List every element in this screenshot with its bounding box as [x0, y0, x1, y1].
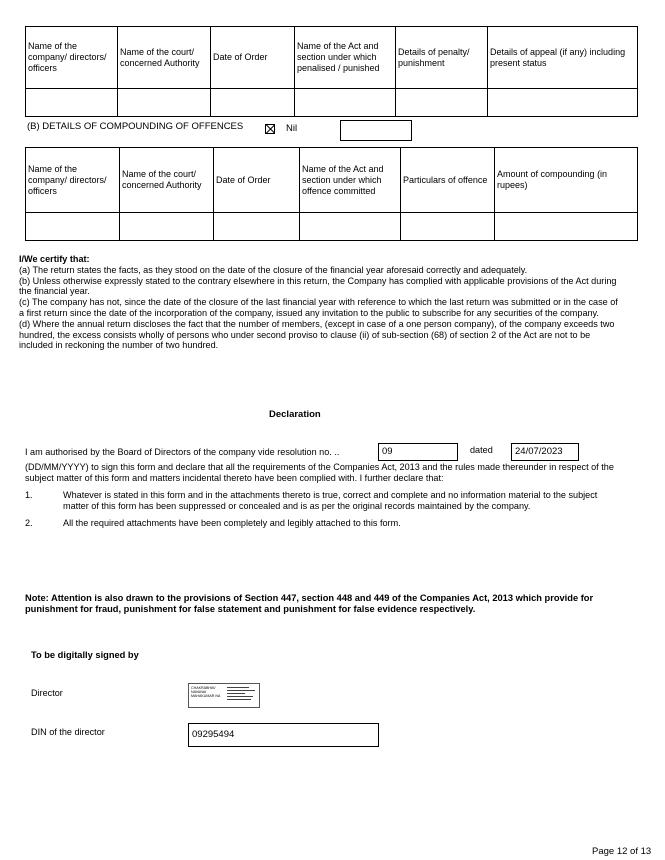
resolution-number-field[interactable]: 09	[378, 443, 458, 461]
certify-item-a: (a) The return states the facts, as they stood on the date of the closure of the financial year aforesaid correctly and adequately.	[19, 264, 528, 275]
declaration-title: Declaration	[269, 409, 321, 420]
certification-block	[19, 254, 621, 351]
header-court: Name of the court/ concerned Authority	[120, 148, 214, 213]
declaration-item-1: Whatever is stated in this form and in the attachments thereto is true, correct and complete and no information material to the subject matter of this form has been suppressed or concealed and is as per the original records maintained by the company.	[63, 490, 598, 511]
table-cell[interactable]	[211, 89, 295, 117]
din-label: DIN of the director	[31, 727, 105, 737]
header-date: Date of Order	[214, 148, 300, 213]
section-b-title: (B) DETAILS OF COMPOUNDING OF OFFENCES	[27, 121, 244, 132]
table-cell[interactable]	[26, 89, 118, 117]
table-cell[interactable]	[488, 89, 638, 117]
declaration-item-2-number: 2.	[25, 518, 33, 528]
header-date: Date of Order	[211, 27, 295, 89]
table-cell[interactable]	[26, 213, 120, 241]
certify-heading: I/We certify that:	[19, 254, 90, 264]
legal-note: Note: Attention is also drawn to the provisions of Section 447, section 448 and 449 of the Companies Act, 2013 which provide for punishment for fraud, punishment for false statement and punishment for false evidence respectively.	[25, 593, 594, 614]
header-name: Name of the company/ directors/ officers	[26, 27, 118, 89]
signature-text: CHAKRABHAV NAVANAI MAHAKUMAR NA	[191, 686, 221, 699]
header-appeal: Details of appeal (if any) including present status	[488, 27, 638, 89]
certify-item-d: (d) Where the annual return discloses the fact that the number of members, (except in case of a one person company), of the company exceeds two hundred, the excess consists wholly of persons who under second proviso to clause (ii) of sub-section (68) of section 2 of the Act are not to be included in reckoning the number of two hundred.	[19, 318, 615, 351]
table-cell[interactable]	[401, 213, 495, 241]
signature-details	[227, 687, 257, 702]
declaration-body: (DD/MM/YYYY) to sign this form and declare that all the requirements of the Companies Act, 2013 and the rules made thereunder in respect of the subject matter of this form and matters incidental thereto have been complied with. I further declare that:	[25, 462, 614, 483]
certify-item-c: (c) The company has not, since the date of the closure of the last financial year with reference to which the last return was submitted or in the case of a first return since the date of the incorporation of the company, issued any invitation to the public to subscribe for any securities of the company.	[19, 297, 618, 318]
header-court: Name of the court/ concerned Authority	[118, 27, 211, 89]
table-cell[interactable]	[214, 213, 300, 241]
table-cell[interactable]	[396, 89, 488, 117]
declaration-item-2: All the required attachments have been completely and legibly attached to this form.	[63, 518, 401, 528]
header-particulars: Particulars of offence	[401, 148, 495, 213]
signing-heading: To be digitally signed by	[31, 650, 139, 660]
table-cell[interactable]	[300, 213, 401, 241]
table-cell[interactable]	[295, 89, 396, 117]
dated-label: dated	[470, 445, 493, 455]
nil-checkbox[interactable]	[265, 124, 275, 134]
declaration-item-1-number: 1.	[25, 490, 33, 500]
header-act: Name of the Act and section under which offence committed	[300, 148, 401, 213]
header-name: Name of the company/ directors/ officers	[26, 148, 120, 213]
table-cell[interactable]	[118, 89, 211, 117]
nil-field[interactable]	[340, 120, 412, 141]
table-cell[interactable]	[495, 213, 638, 241]
nil-label: Nil	[286, 123, 298, 134]
certify-item-b: (b) Unless otherwise expressly stated to the contrary elsewhere in this return, the Company has complied with applicable provisions of the Act during the financial year.	[19, 275, 617, 297]
compounding-table	[25, 147, 638, 241]
date-field[interactable]: 24/07/2023	[511, 443, 579, 461]
header-act: Name of the Act and section under which penalised / punished	[295, 27, 396, 89]
penalty-table	[25, 26, 638, 117]
director-label: Director	[31, 688, 63, 698]
authorised-text: I am authorised by the Board of Directors of the company vide resolution no. ..	[25, 447, 340, 457]
header-amount: Amount of compounding (in rupees)	[495, 148, 638, 213]
digital-signature[interactable]	[188, 683, 260, 708]
header-penalty: Details of penalty/ punishment	[396, 27, 488, 89]
table-cell[interactable]	[120, 213, 214, 241]
page-number: Page 12 of 13	[592, 846, 652, 857]
din-field[interactable]: 09295494	[188, 723, 379, 747]
